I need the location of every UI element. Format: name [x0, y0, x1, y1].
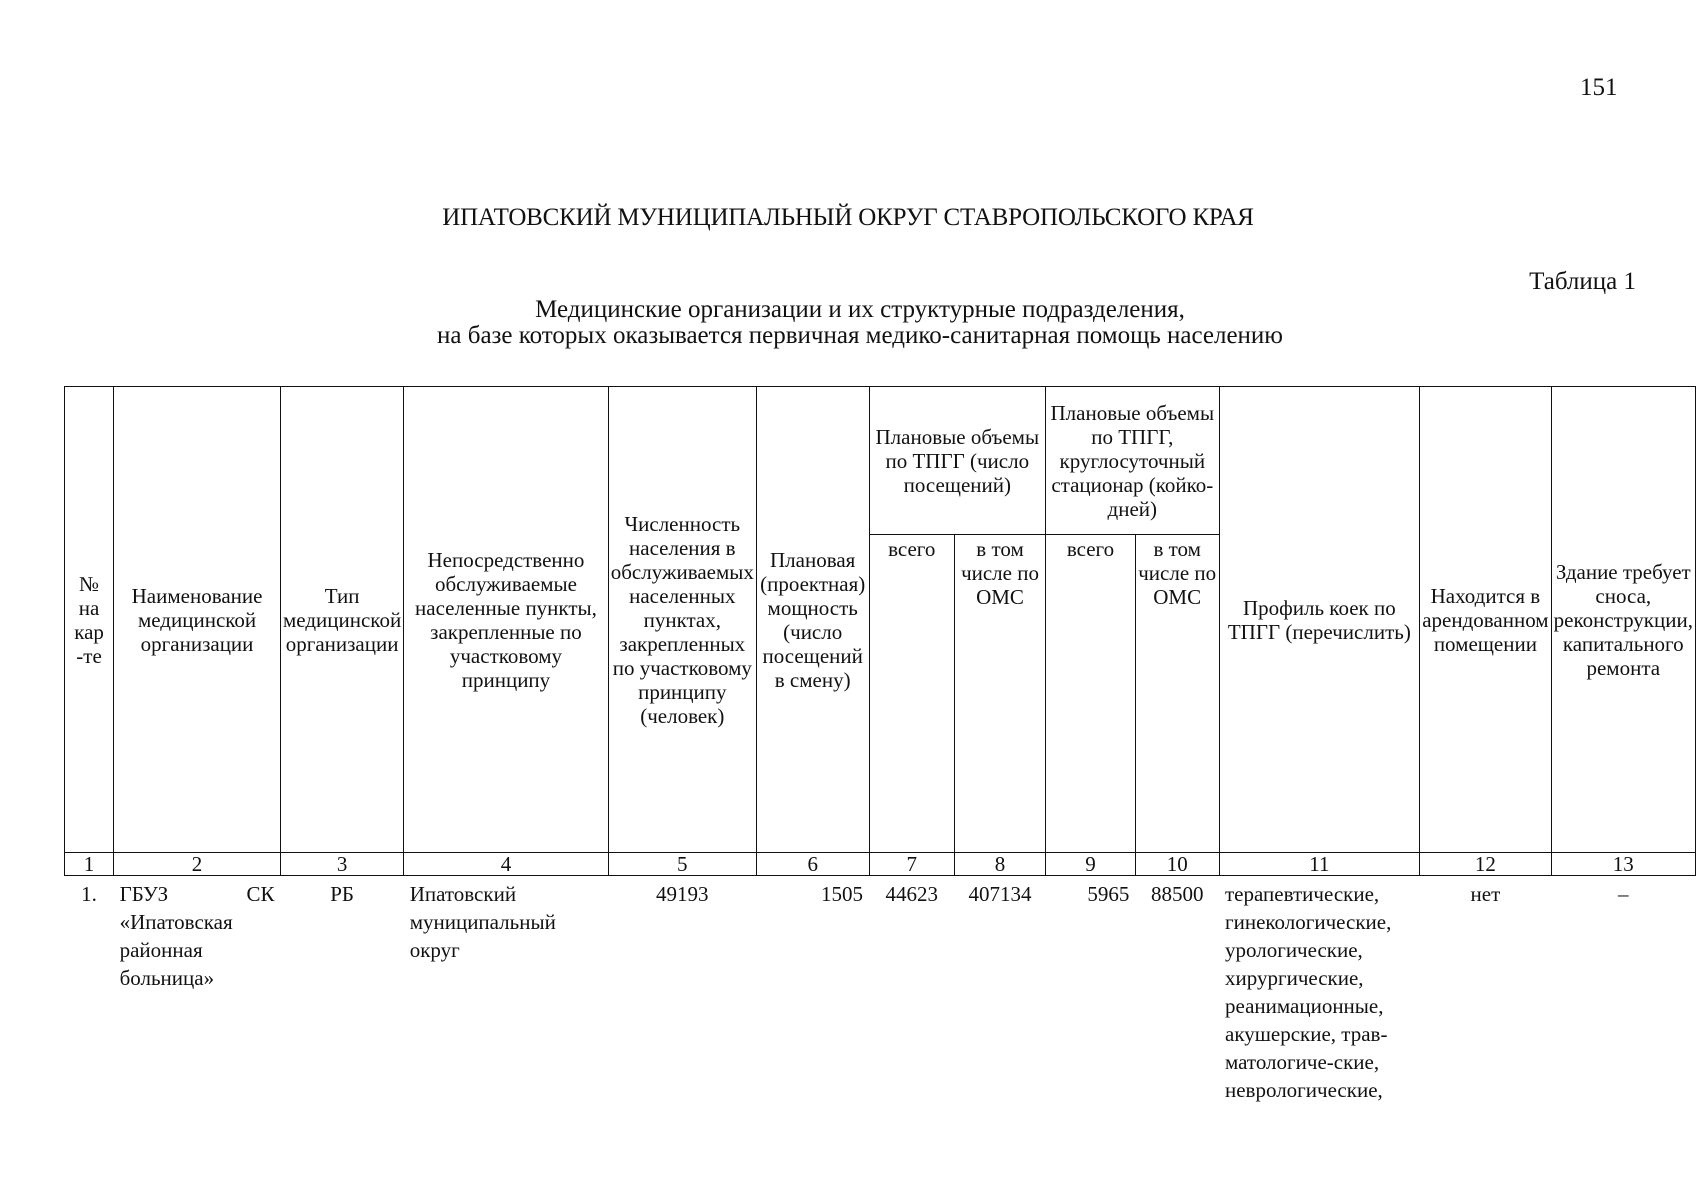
header-beds-oms: в том числе по ОМС: [1135, 535, 1219, 853]
header-name: Наименование медицинской организации: [114, 387, 281, 853]
column-number-row: [65, 853, 1696, 876]
capacity-value: 1505: [821, 882, 863, 906]
column-number: 8: [954, 853, 1045, 876]
column-number: 4: [404, 853, 609, 876]
population-value: 49193: [656, 882, 709, 906]
table-label: Таблица 1: [1529, 268, 1636, 295]
header-visits-oms: в том числе по ОМС: [954, 535, 1045, 853]
building-repair-value: –: [1618, 882, 1629, 906]
organizations-table: [64, 386, 1696, 1104]
column-number: 12: [1420, 853, 1551, 876]
column-number: 1: [65, 853, 114, 876]
column-number: 7: [869, 853, 954, 876]
bed-profile-item: терапевтические,: [1225, 882, 1380, 906]
header-visits-group: Плановые объемы по ТПГГ (число посещений): [869, 387, 1046, 535]
column-number: 3: [281, 853, 404, 876]
header-profile: Профиль коек по ТПГГ (перечислить): [1219, 387, 1420, 853]
header-type: Тип медицинской организации: [281, 387, 404, 853]
header-settlements: Непосредственно обслуживаемые населенные пункты, закрепленные по участковому принципу: [404, 387, 609, 853]
column-number: 5: [608, 853, 756, 876]
bed-profile-item: урологические,: [1225, 938, 1363, 962]
visits-total-value: 44623: [885, 882, 938, 906]
header-building: Здание требует сноса, реконструкции, капитального ремонта: [1551, 387, 1695, 853]
bed-profile-item: реанимационные,: [1225, 994, 1384, 1018]
bed-profile-item: матологиче-ские,: [1225, 1050, 1380, 1074]
header-beds-total: всего: [1046, 535, 1136, 853]
column-number: 10: [1135, 853, 1219, 876]
header-num: № на кар -те: [65, 387, 114, 853]
bed-profile-item: гинекологические,: [1225, 910, 1392, 934]
header-visits-total: всего: [869, 535, 954, 853]
beds-total-value: 5965: [1087, 882, 1130, 906]
bed-profile-item: акушерские, трав-: [1225, 1022, 1388, 1046]
table-row: [65, 876, 1696, 1105]
bed-profile-item: неврологические,: [1225, 1078, 1383, 1102]
column-number: 6: [756, 853, 869, 876]
page-title: ИПАТОВСКИЙ МУНИЦИПАЛЬНЫЙ ОКРУГ СТАВРОПОЛЬСКОГО КРАЯ: [442, 204, 1254, 231]
column-number: 9: [1046, 853, 1136, 876]
caption-line-1: Медицинские организации и их структурные подразделения,: [535, 296, 1185, 323]
bed-profile-item: хирургические,: [1225, 966, 1364, 990]
header-rent: Находится в арендованном помещении: [1420, 387, 1551, 853]
header-hospital-group: Плановые объемы по ТПГГ, круглосуточный стационар (койко-дней): [1046, 387, 1219, 535]
header-capacity: Плановая (проектная) мощность (число посещений в смену): [756, 387, 869, 853]
org-type: РБ: [330, 882, 354, 906]
caption-line-2: на базе которых оказывается первичная медико-санитарная помощь населению: [437, 322, 1283, 349]
row-num: 1.: [81, 882, 97, 906]
served-settlements: Ипатовский муниципальный округ: [409, 882, 556, 962]
bed-profile-list: [1219, 876, 1420, 1105]
visits-oms-value: 407134: [968, 882, 1032, 906]
column-number: 11: [1219, 853, 1420, 876]
beds-oms-value: 88500: [1150, 882, 1204, 906]
page-number: 151: [1580, 74, 1618, 101]
org-name: ГБУЗ СК «Ипатовская районная больница»: [119, 882, 275, 990]
column-number: 2: [114, 853, 281, 876]
rented-premises-value: нет: [1470, 882, 1501, 906]
header-population: Численность населения в обслуживаемых населенных пунктах, закрепленных по участковому принципу (человек): [608, 387, 756, 853]
column-number: 13: [1551, 853, 1695, 876]
table-caption: [380, 297, 1340, 349]
